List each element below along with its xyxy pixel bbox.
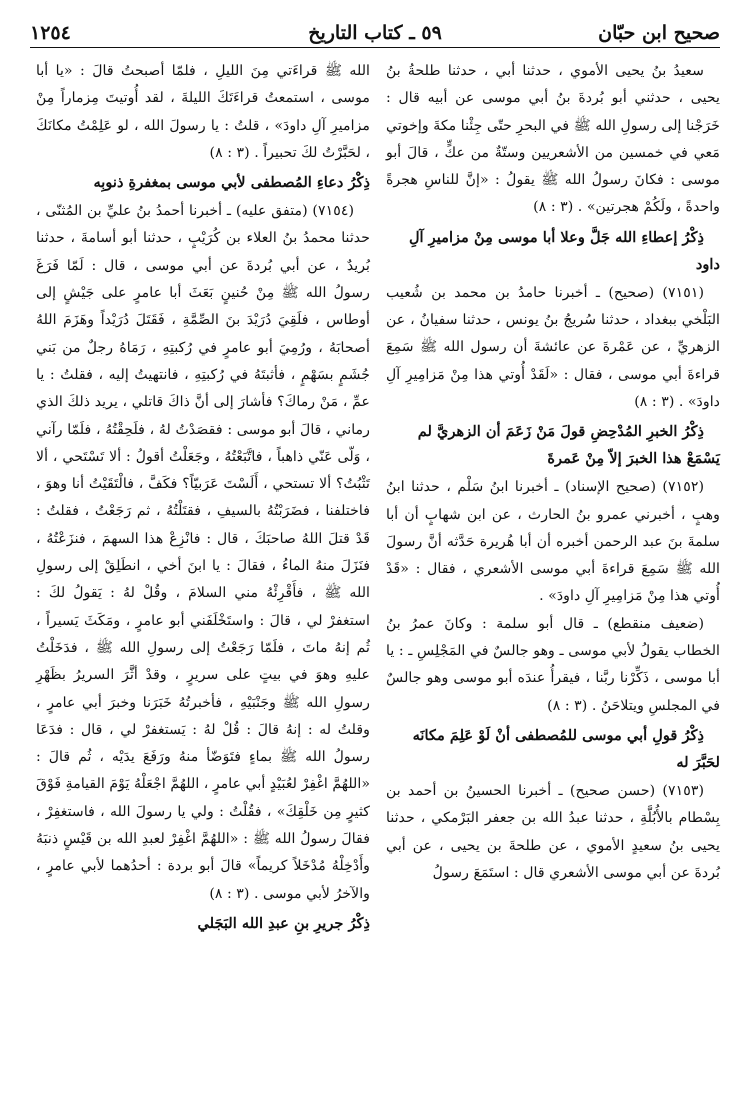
hadith-paragraph: (٧١٥٢) (صحيح الإسناد) ـ أخبرنا ابنُ سَلْم ، حدثنا ابنُ وهبٍ ، أخبرني عمرو بنُ الحارث ، عن ابن شهابٍ أن أبا سلمةَ بنَ عبد الرحمن أخبره أن أبا هُريرة حَدَّثه أنَّ رسولَ الله ﷺ سَمِعَ قراءةَ أبي موسى الأشعري ، فقال : «قَدْ أُوتي هذا مِنْ مَزامِيرِ آلِ داودَ» .: [386, 479, 720, 605]
section-heading: ذِكْرُ الخبرِ المُدْحِضِ قولَ مَنْ زَعَمَ أن الزهريَّ لم يَسْمَعْ هذا الخبرَ إلاّ مِنْ عَمرةَ: [417, 423, 720, 468]
section-heading: ذِكْرُ جريرِ بنِ عبدِ الله البَجَلي: [197, 914, 370, 932]
left-column: [36, 58, 370, 939]
page-number: ١٢٥٤: [30, 22, 71, 44]
section-heading: ذِكْرُ إعطاءِ الله جَلَّ وعلا أبا موسى مِنْ مزاميرِ آلِ داود: [408, 228, 720, 273]
right-column: [386, 58, 720, 887]
hadith-paragraph: (ضعيف منقطع) ـ قال أبو سلمة : وكانَ عمرُ بنُ الخطاب يقولُ لأبي موسى ـ وهو جالسٌ في المَجْلِسِ ـ : يا أبا موسى ، ذَكِّرْنا ربَّنا ، فيقرأُ عندَه أبو موسى وهو جالسٌ في المجلسِ ويتلاحَنُ . (٣ : ٨): [386, 615, 720, 714]
header-rule: [30, 47, 720, 48]
hadith-paragraph: سعيدُ بنُ يحيى الأموي ، حدثنا أبي ، حدثنا طلحةُ بنُ يحيى ، حدثني أبو بُردةَ بنُ أبي موسى عن أبيه قال : خَرَجْنا إلى رسولِ الله ﷺ في البحرِ حتّى جِئْنا مكةَ وإخوتي مَعي في خمسين من الأشعريين وستّةٌ من عكٍّ ، قالَ أبو موسى : فكانَ رسولُ الله ﷺ يقولُ : «إنَّ للناسِ هجرةً واحدةً ، ولَكُمْ هجرتين» . (٣ : ٨): [386, 63, 720, 216]
hadith-paragraph: (٧١٥٣) (حسن صحيح) ـ أخبرنا الحسينُ بن أحمد بن بِسْطام بالأُبُلَّةِ ، حدثنا عبدُ الله بن جعفر البَرْمكي ، حدثنا يحيى بنُ سعيدٍ الأموي ، عن طلحةَ بن يحيى ، عن أبي بُردةَ عن أبي موسى الأشعري قال : استَمَعَ رسولُ: [386, 782, 720, 881]
chapter-title: ٥٩ ـ كتاب التاريخ: [308, 22, 442, 44]
page-header: [30, 14, 720, 44]
hadith-paragraph: (٧١٥٤) (متفق عليه) ـ أخبرنا أحمدُ بنُ عليِّ بن المُثنّى ، حدثنا محمدُ بنُ العلاء بن كُرَيْبٍ ، حدثنا أبو أسامةَ ، حدثنا بُريدٌ ، عن أبي بُردةَ عن أبي موسى ، قال : لَمّا فَرَغَ رسولُ الله ﷺ مِنْ حُنينٍ بَعَثَ أبا عامرٍ على جَيْشٍ إلى أوطاس ، فلَقِيَ دُرَيْدَ بنَ الصِّمَّةِ ، فَقَتَلَ دُرَيْداً وهَزَمَ اللهُ أصحابَهُ ، ورُمِيَ أبو عامرٍ في رُكبتِهِ ، رَمَاهُ رجلٌ من بَني جُشَمٍ بسَهْمٍ ، فأثبتَهُ في رُكبتِهِ ، فانتهيتُ إليه ، فقلتُ : يا عمِّ ، مَنْ رماكَ؟ فأشارَ إلى أنَّ ذاكَ قاتلي ، يريد ذلكَ الذي رماني ، قالَ أبو موسى : فقصَدْتُ لهُ ، فلَحِقْتُهُ ، فلَمّا رآني ، وَلّى عَنّي ذاهباً ، فاتَّبَعْتُهُ ، وجَعَلْتُ أقولُ : ألا تَسْتَحي ، ألا تَثْبُتُ؟ ألا تستحي ، أَلَسْتَ عَرَبيّاً؟ فكَفَّ ، فالْتَقَيْتُ أنا وهوَ ، فاختلفنا ، فضَرَبْتُهُ بالسيفِ ، فقتَلْتُهُ ، ثم رَجَعْتُ ، فقلتُ : قَدْ قتلَ اللهُ صاحبَكَ ، قال : فانْزِعْ هذا السهمَ ، فنزَعْتُهُ ، فنَزَلَ منهُ الماءُ ، فقالَ : يا ابنَ أخي ، انطَلِقْ إلى رسولِ الله ﷺ ، فأَقْرِئْهُ مني السلامَ ، وقُلْ لهُ : يَقولُ لكَ : استغفرْ لي ، قالَ : واستَخْلَفَني أبو عامرٍ ، ومَكَثَ يَسيراً ، ثُم إنهُ ماتَ ، فلَمّا رَجَعْتُ إلى رسولِ الله ﷺ ، فدَخَلْتُ عليهِ وهوَ في بيتٍ على سريرٍ ، وقدْ أثَّرَ السريرُ بظَهْرِ رسولِ الله ﷺ وجَنْبَيْهِ ، فأخبرتُهُ خَبَرَنا وخبرَ أبي عامرٍ ، وقلتُ له : إنهُ قالَ : قُلْ لهُ : يَستغفرْ لي ، قال : فدَعَا رسولُ الله ﷺ بماءٍ فتَوَضّأ منهُ ورَفَعَ يدَيْه ، ثُم قالَ : «اللهُمَّ اغْفِرْ لعُبَيْدٍ أبي عامرٍ ، اللهُمَّ اجْعَلْهُ يَوْمَ القيامةِ فَوْقَ كثيرٍ مِن خَلْقِكَ» ، فقُلْتُ : ولي يا رسولَ الله ، فاستغفِرْ ، فقالَ رسولُ الله ﷺ : «اللهُمَّ اغْفِرْ لعبدِ الله بن قَيْسٍ ذنبَهُ وأَدْخِلْهُ مُدْخَلاً كريماً» قالَ أبو بردة : أحدُهما لأبي عامرٍ ، والآخرُ لأبي موسى . (٣ : ٨): [35, 203, 370, 902]
section-heading: ذِكْرُ قولِ أبي موسى للمُصطفى أنْ لَوْ عَلِمَ مكانَه لحَبَّرَ له: [412, 726, 720, 771]
hadith-paragraph: (٧١٥١) (صحيح) ـ أخبرنا حامدُ بن محمد بن شُعيب البَلْخي ببغداد ، حدثنا سُريجُ بنُ يونس ، حدثنا سفيانُ ، عن الزهريِّ ، عن عَمْرةَ عن عائشةَ أن رسول الله ﷺ سَمِعَ قراءةَ أبي موسى ، فقال : «لَقَدْ أُوتي هذا مِنْ مَزامِيرِ آلِ داودَ» . (٣ : ٨): [386, 284, 720, 410]
section-heading: ذِكْرُ دعاءِ المُصطفى لأبي موسى بمغفرةِ ذنوبِه: [93, 174, 370, 192]
book-title: صحيح ابن حبّان: [598, 22, 720, 44]
hadith-paragraph: الله ﷺ قراءَتي مِنَ الليلِ ، فلمّا أصبحتُ قالَ : «يا أبا موسى ، استمعتُ قراءَتَكَ الليلةَ ، لقد أُوتيتَ مِزماراً مِنْ مزاميرِ آلِ داودَ» ، قلتُ : يا رسولَ الله ، لو عَلِمْتُ مكانَكَ ، لحَبَّرْتُ لكَ تحبيراً . (٣ : ٨): [36, 63, 370, 161]
